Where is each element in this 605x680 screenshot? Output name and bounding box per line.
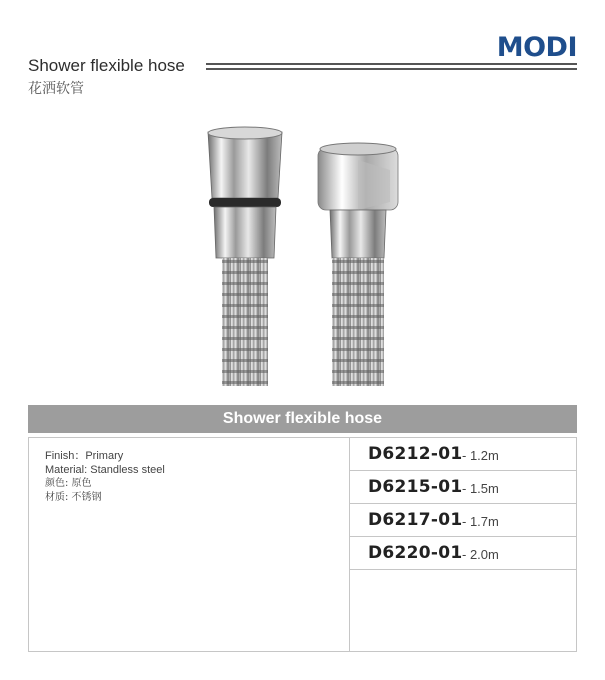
model-length: - 1.5m bbox=[462, 481, 499, 496]
title-rule-bottom bbox=[206, 68, 577, 70]
model-length: - 1.7m bbox=[462, 514, 499, 529]
hose-end-right bbox=[318, 143, 398, 386]
page-title-chinese: 花洒软管 bbox=[28, 81, 84, 97]
model-length: - 2.0m bbox=[462, 547, 499, 562]
model-row bbox=[350, 537, 576, 570]
product-photo bbox=[190, 120, 420, 390]
model-length: - 1.2m bbox=[462, 448, 499, 463]
spec-color-cn: 颜色: 原色 bbox=[45, 478, 92, 489]
spec-material: Material: Standless steel bbox=[45, 464, 165, 476]
product-banner: Shower flexible hose bbox=[28, 405, 577, 433]
model-row bbox=[350, 504, 576, 537]
model-code: D6220-01 bbox=[368, 543, 463, 563]
title-rule-top bbox=[206, 63, 577, 65]
model-code: D6217-01 bbox=[368, 510, 463, 530]
spec-material-cn: 材质: 不锈钢 bbox=[45, 492, 102, 503]
model-code: D6212-01 bbox=[368, 444, 463, 464]
spec-finish: Finish：Primary bbox=[45, 450, 124, 462]
brand-logo: MODI bbox=[496, 32, 577, 63]
model-code: D6215-01 bbox=[368, 477, 463, 497]
spec-table bbox=[28, 437, 577, 652]
model-row bbox=[350, 438, 576, 471]
hose-end-left bbox=[208, 127, 282, 386]
model-row bbox=[350, 471, 576, 504]
page-title: Shower flexible hose bbox=[28, 56, 185, 75]
spec-list bbox=[45, 449, 165, 505]
